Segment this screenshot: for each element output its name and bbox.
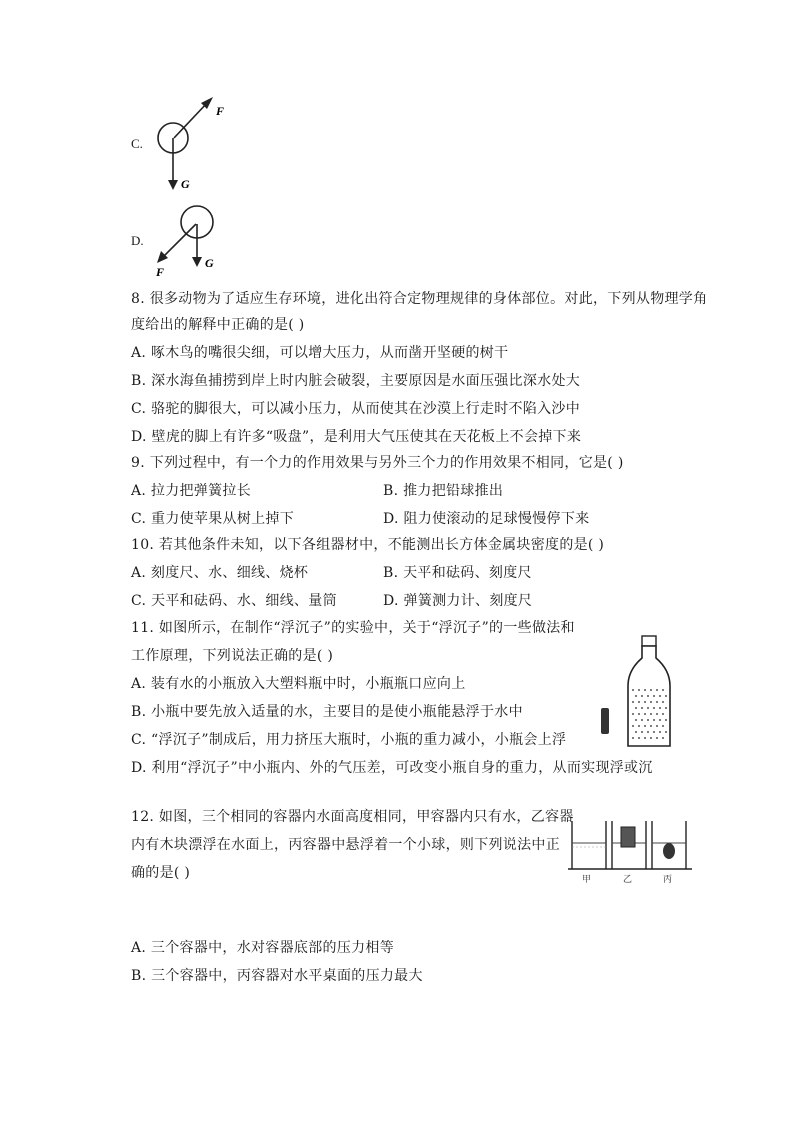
q8-option-c: C. 骆驼的脚很大，可以减小压力，从而使其在沙漠上行走时不陷入沙中 — [131, 401, 581, 417]
suspended-ball — [663, 843, 675, 859]
force-f-arrow — [174, 102, 208, 138]
force-f-arrow — [162, 224, 196, 258]
q11-option-c: C. “浮沉子”制成后，用力挤压大瓶时，小瓶的重力减小，小瓶会上浮 — [131, 732, 567, 748]
fig-label-yi: 乙 — [623, 875, 633, 885]
force-f-label: F — [216, 104, 225, 118]
q9-stem: 9. 下列过程中，有一个力的作用效果与另外三个力的作用效果不相同，它是( ) — [131, 455, 624, 471]
q12-containers-figure — [566, 815, 696, 885]
wood-block — [621, 827, 635, 847]
q12-stem-line3: 确的是( ) — [131, 865, 191, 881]
fig-label-jia: 甲 — [582, 875, 592, 885]
q8-option-b: B. 深水海鱼捕捞到岸上时内脏会破裂，主要原因是水面压强比深水处大 — [131, 373, 581, 389]
q12-stem-line2: 内有木块漂浮在水面上，丙容器中悬浮着一个小球，则下列说法中正 — [131, 837, 560, 853]
q10-option-d: D. 弹簧测力计、刻度尺 — [383, 593, 533, 609]
q9-option-a: A. 拉力把弹簧拉长 — [131, 483, 252, 499]
force-g-arrowhead — [168, 180, 178, 190]
q9-option-c: C. 重力使苹果从树上掉下 — [131, 511, 295, 527]
q8-stem-line2: 度给出的解释中正确的是( ) — [131, 317, 305, 333]
container-jia — [572, 821, 606, 869]
q7-option-c-label: C. — [131, 136, 143, 151]
q12-stem-line1: 12. 如图，三个相同的容器内水面高度相同，甲容器内只有水，乙容器 — [131, 809, 574, 825]
bottle-cap — [642, 636, 656, 646]
q11-option-b: B. 小瓶中要先放入适量的水，主要目的是使小瓶能悬浮于水中 — [131, 704, 523, 720]
q12-option-a: A. 三个容器中，水对容器底部的压力相等 — [131, 940, 395, 956]
q11-option-d: D. 利用“浮沉子”中小瓶内、外的气压差，可改变小瓶自身的重力，从而实现浮或沉 — [131, 760, 653, 776]
q7-option-d-diagram — [150, 200, 230, 280]
q11-option-a: A. 装有水的小瓶放入大塑料瓶中时，小瓶瓶口应向上 — [131, 676, 466, 692]
q10-option-a: A. 刻度尺、水、细线、烧杯 — [131, 565, 309, 581]
q10-option-c: C. 天平和砝码、水、细线、量筒 — [131, 593, 337, 609]
q11-bottle-figure — [596, 628, 686, 753]
force-g-label: G — [181, 177, 190, 191]
q8-option-d: D. 壁虎的脚上有许多“吸盘”，是利用大气压使其在天花板上不会掉下来 — [131, 429, 582, 445]
q12-option-b: B. 三个容器中，丙容器对水平桌面的压力最大 — [131, 968, 423, 984]
force-f-label: F — [156, 265, 165, 279]
fig-label-bing: 丙 — [663, 875, 673, 885]
q8-stem-line1: 8. 很多动物为了适应生存环境，进化出符合定物理规律的身体部位。对此，下列从物理学角 — [131, 291, 708, 307]
q9-option-b: B. 推力把铅球推出 — [383, 483, 504, 499]
q11-stem-line1: 11. 如图所示，在制作“浮沉子”的实验中，关于“浮沉子”的一些做法和 — [131, 620, 575, 636]
q7-option-c-diagram — [150, 95, 230, 195]
q9-option-d: D. 阻力使滚动的足球慢慢停下来 — [383, 511, 590, 527]
force-g-label: G — [205, 256, 214, 270]
q7-option-d-label: D. — [131, 233, 144, 248]
force-g-arrowhead — [192, 257, 202, 267]
q10-option-b: B. 天平和砝码、刻度尺 — [383, 565, 532, 581]
q11-stem-line2: 工作原理，下列说法正确的是( ) — [131, 648, 334, 664]
small-vial — [601, 708, 609, 734]
q8-option-a: A. 啄木鸟的嘴很尖细，可以增大压力，从而凿开坚硬的树干 — [131, 345, 509, 361]
q10-stem: 10. 若其他条件未知，以下各组器材中，不能测出长方体金属块密度的是( ) — [131, 537, 605, 553]
